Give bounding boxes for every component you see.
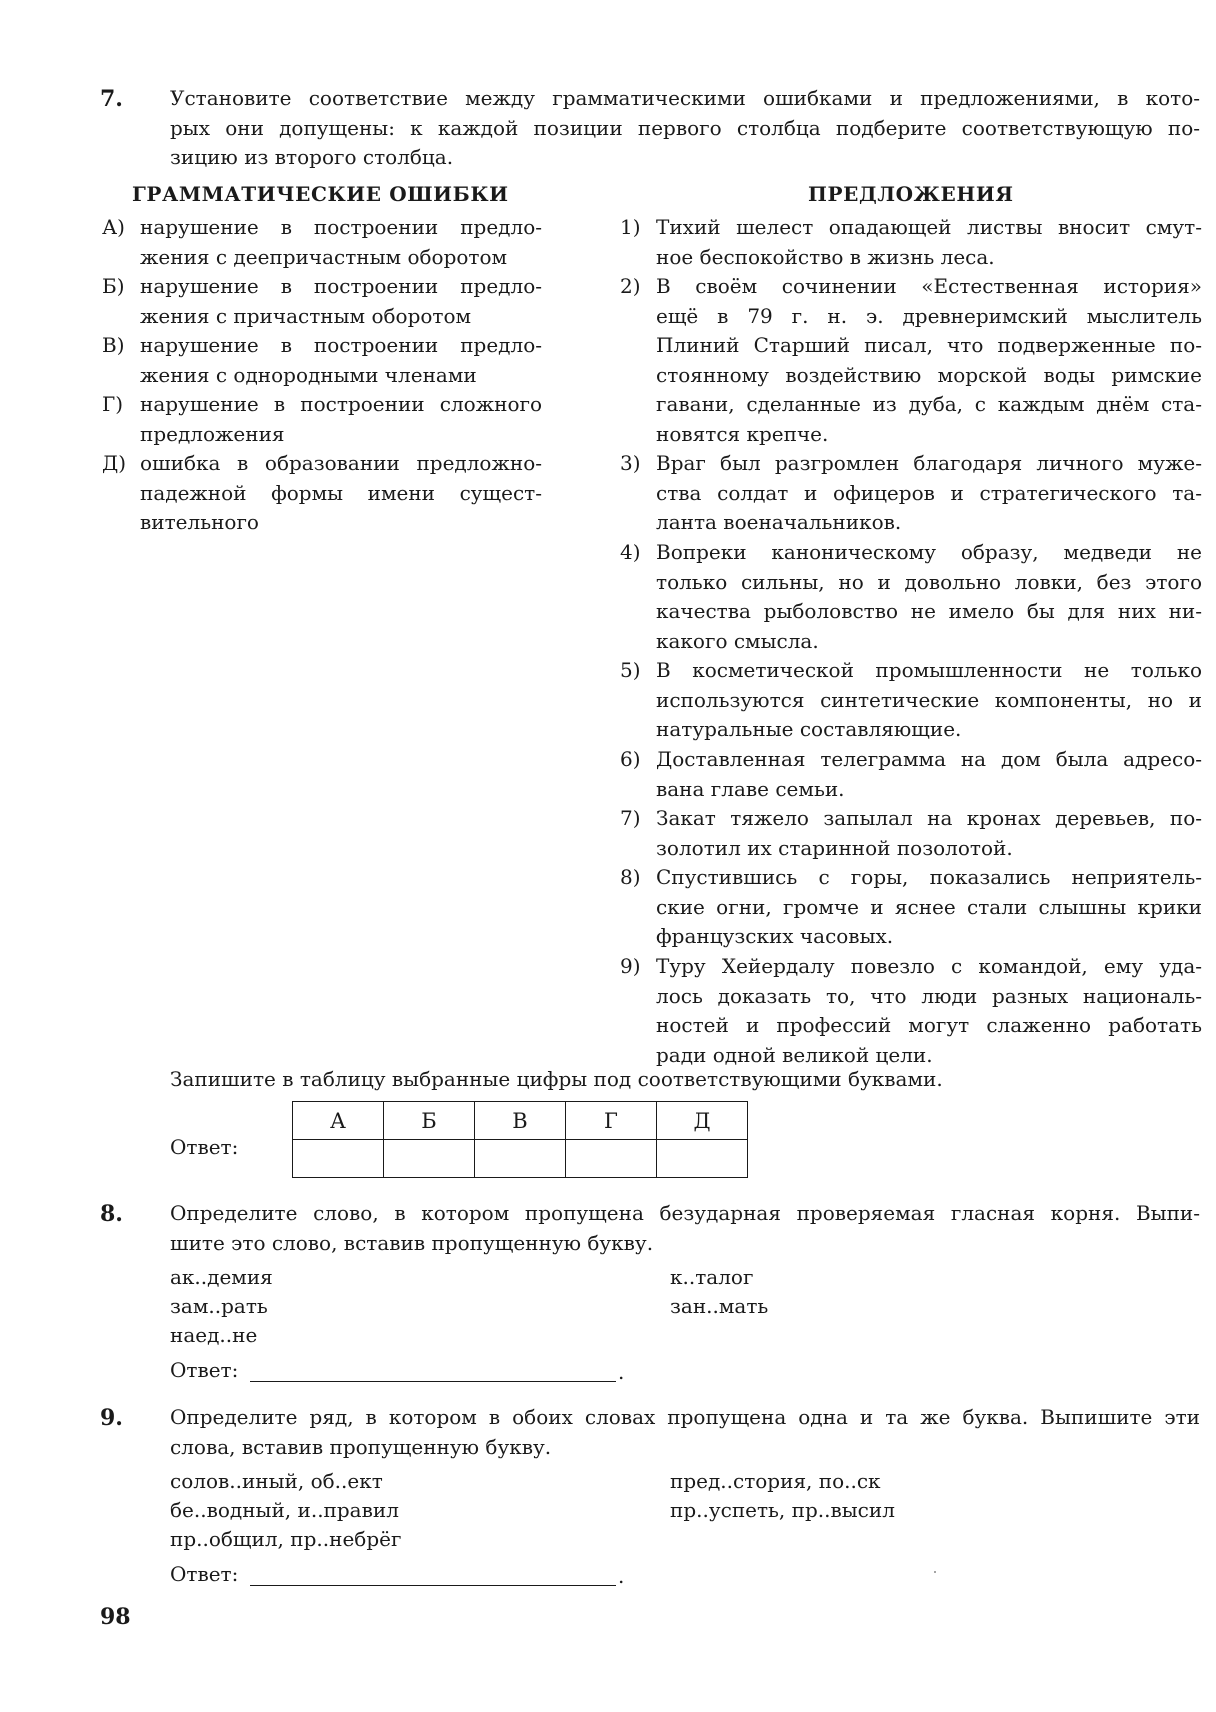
answer-cell[interactable] [293,1140,384,1178]
task7-intro [170,84,1200,173]
speck [934,1571,936,1573]
sentence-text-line: какого смысла. [656,628,819,653]
page-number: 98 [100,1604,131,1630]
error-text-line: жения с причастным оборотом [140,303,472,328]
answer-table-letter: А [293,1102,384,1140]
task7-intro-line: рых они допущены: к каждой позиции первого столбца подберите соответствующую по- [170,115,1200,140]
sentence-text-line: натуральные составляющие. [656,717,962,741]
sentence-text-line: ства солдат и офицеров и стратегического та- [656,480,1202,505]
error-text-line: жения с деепричастным оборотом [140,244,508,269]
task8-word: ак..демия [170,1265,273,1289]
answer-table [292,1101,748,1178]
sentence-text-line: используются синтетические компоненты, но и [656,687,1202,712]
task9-number: 9. [100,1405,123,1431]
sentence-text-line: золотил их старинной позолотой. [656,835,1013,860]
sentence-marker: 4) [620,540,641,564]
error-marker: А) [102,215,125,239]
sentence-marker: 9) [620,954,641,978]
task7-intro-line: Установите соответствие между грамматическими ошибками и предложениями, в кото- [170,86,1200,110]
answer-table-letter: Д [657,1102,748,1140]
sentence-marker: 8) [620,865,641,889]
answer-cell[interactable] [475,1140,566,1178]
task8-word: зам..рать [170,1294,268,1318]
sentence-text-line: Доставленная телеграмма на дом была адресо- [656,747,1202,771]
sentence-text-line: Тихий шелест опадающей листвы вносит смут- [656,215,1202,239]
error-text-line: предложения [140,421,285,446]
sentence-text-line: новятся крепче. [656,421,829,446]
sentence-text-line: ное беспокойство в жизнь леса. [656,244,995,269]
sentence-text-line: Туру Хейердалу повезло с командой, ему уда- [656,954,1202,978]
sentence-text-line: ради одной великой цели. [656,1042,933,1067]
task9-word: солов..иный, об..ект [170,1469,383,1493]
task9-intro [170,1403,1200,1462]
sentence-marker: 7) [620,806,641,830]
answer-table-letter: В [475,1102,566,1140]
sentence-marker: 2) [620,274,641,298]
task8-intro-line: Определите слово, в котором пропущена безударная проверяемая гласная корня. Выпи- [170,1201,1200,1225]
sentence-text-line: В своём сочинении «Естественная история» [656,274,1202,298]
task7-number: 7. [100,86,123,112]
error-marker: Д) [102,451,127,475]
sentence-marker: 1) [620,215,641,239]
sentence-marker: 5) [620,658,641,682]
error-text-line: вительного [140,510,259,534]
task8-word: к..талог [670,1265,754,1289]
sentence-text-line: Вопреки каноническому образу, медведи не [656,540,1202,564]
task9-word: пр..успеть, пр..высил [670,1498,895,1522]
task8-intro-line: шите это слово, вставив пропущенную букву. [170,1230,654,1255]
error-text-line: нарушение в построении предло- [140,333,542,357]
sentence-text-line: лось доказать то, что люди разных националь- [656,983,1202,1008]
answer-cell[interactable] [384,1140,475,1178]
sentence-text-line: Спустившись с горы, показались неприятель- [656,865,1202,889]
error-marker: Г) [102,392,124,416]
sentence-marker: 6) [620,747,641,771]
task7-intro-line: зицию из второго столбца. [170,145,454,169]
sentences-column-header: ПРЕДЛОЖЕНИЯ [808,182,1014,206]
answer-cell[interactable] [657,1140,748,1178]
error-text-line: падежной формы имени сущест- [140,480,542,505]
sentence-text-line: стоянному воздействию морской воды римские [656,362,1202,387]
sentence-text-line: ещё в 79 г. н. э. древнеримский мыслитель [656,303,1202,328]
task9-answer-end: . [618,1564,625,1588]
table-instruction: Запишите в таблицу выбранные цифры под соответствующими буквами. [170,1067,943,1091]
task9-intro-line: слова, вставив пропущенную букву. [170,1434,552,1459]
sentence-text-line: вана главе семьи. [656,776,845,801]
task7-answer-label: Ответ: [170,1135,239,1159]
sentence-text-line: гавани, сделанные из дуба, с каждым днём ста- [656,392,1202,416]
sentence-text-line: Закат тяжело запылал на кронах деревьев, по- [656,806,1202,830]
sentence-text-line: В косметической промышленности не только [656,658,1202,682]
sentence-text-line: только сильны, но и довольно ловки, без этого [656,569,1202,594]
task8-answer-line[interactable] [250,1381,616,1382]
sentence-text-line: Враг был разгромлен благодаря личного муже- [656,451,1202,475]
error-marker: Б) [102,274,125,298]
sentence-text-line: качества рыболовство не имело бы для них ни- [656,599,1202,623]
error-text-line: жения с однородными членами [140,362,477,387]
task9-word: бе..водный, и..правил [170,1498,399,1522]
answer-table-letter: Г [566,1102,657,1140]
task8-word: зан..мать [670,1294,769,1318]
task9-answer-line[interactable] [250,1585,616,1586]
sentence-text-line: французских часовых. [656,924,894,948]
task8-answer-end: . [618,1360,625,1384]
task8-number: 8. [100,1201,123,1227]
error-text-line: нарушение в построении предло- [140,215,542,239]
sentence-text-line: ские огни, громче и яснее стали слышны крики [656,894,1202,919]
sentence-text-line: ланта военачальников. [656,510,902,534]
task8-answer-label: Ответ: [170,1358,239,1382]
task9-answer-label: Ответ: [170,1562,239,1586]
task9-word: пред..стория, по..ск [670,1469,881,1493]
error-marker: В) [102,333,125,357]
error-text-line: ошибка в образовании предложно- [140,451,542,475]
sentence-text-line: ностей и профессий могут слаженно работать [656,1013,1202,1037]
sentence-text-line: Плиний Старший писал, что подверженные по- [656,333,1202,357]
errors-column-header: ГРАММАТИЧЕСКИЕ ОШИБКИ [132,182,509,206]
answer-table-letter: Б [384,1102,475,1140]
task8-word: наед..не [170,1323,258,1347]
sentence-marker: 3) [620,451,641,475]
task9-word: пр..общил, пр..небрёг [170,1527,402,1551]
error-text-line: нарушение в построении предло- [140,274,542,298]
answer-cell[interactable] [566,1140,657,1178]
error-text-line: нарушение в построении сложного [140,392,542,416]
task8-intro [170,1199,1200,1258]
task9-intro-line: Определите ряд, в котором в обоих словах пропущена одна и та же буква. Выпишите эти [170,1405,1200,1429]
